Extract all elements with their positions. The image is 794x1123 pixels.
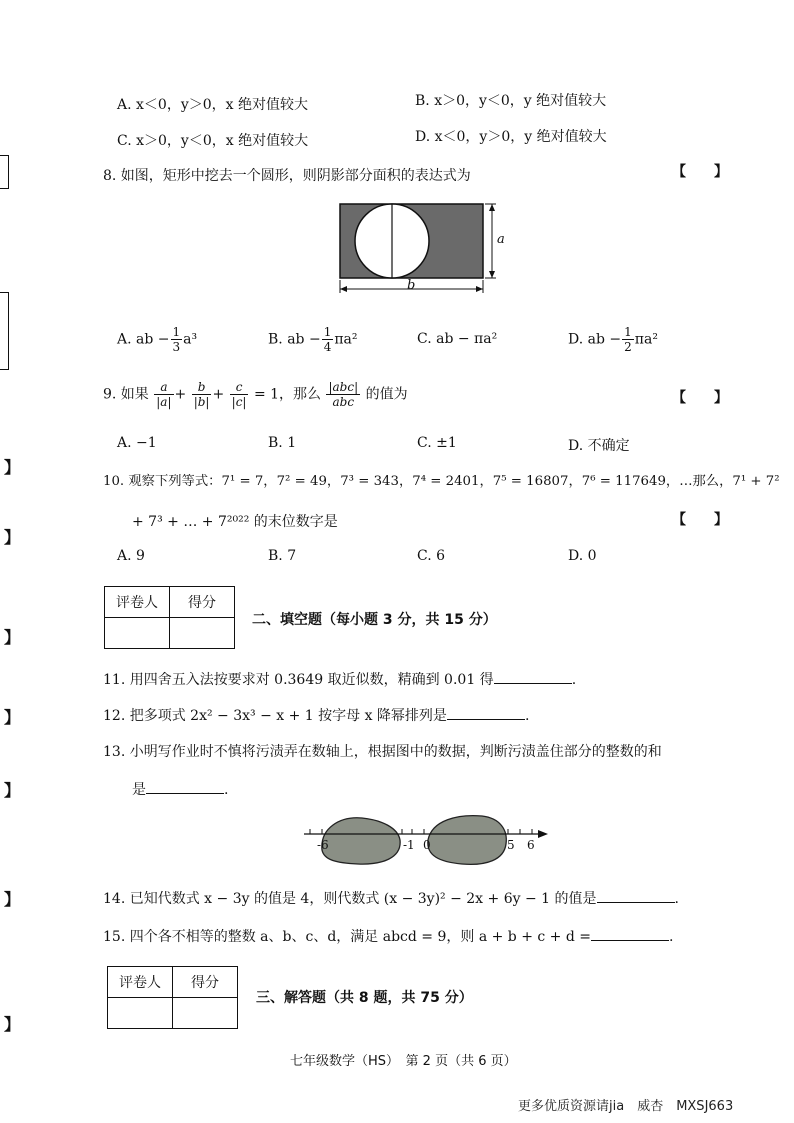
q9-stem: 9. 如果 $\frac{a}{|a|}$ + $\frac{b}{|b|}$ + $\frac{c}{|c|}$ = 1，那么 $\frac{\text{|abc|}}{\text{abc}}$ 的值为 bbox=[103, 380, 408, 409]
margin-bracket-7: 】 bbox=[4, 1015, 21, 1034]
q11-stem: 11. 用四舍五入法按要求对 0.3649 取近似数，精确到 0.01 得 . bbox=[103, 672, 577, 688]
q10-answer-bracket: 【 】 bbox=[672, 512, 728, 528]
reviewer-header: 评卷人 bbox=[105, 587, 170, 618]
score-header: 得分 bbox=[173, 967, 238, 998]
q11-answer-blank[interactable] bbox=[494, 671, 572, 684]
q9-answer-bracket: 【 】 bbox=[672, 390, 728, 406]
q15-stem: 15. 四个各不相等的整数 a、b、c、d，满足 abcd = 9，则 a + b + c + d = . bbox=[103, 929, 674, 945]
q10-option-c: C. 6 bbox=[417, 548, 446, 564]
score-table-section3 bbox=[107, 966, 238, 1029]
q7-option-d: D. x＜0，y＞0，y 绝对值较大 bbox=[415, 129, 607, 145]
margin-box-top bbox=[0, 155, 9, 189]
q13-tick-label: 5 bbox=[507, 838, 515, 852]
q8-label-b: b bbox=[407, 278, 416, 293]
section2-title: 二、填空题（每小题 3 分，共 15 分） bbox=[252, 612, 497, 628]
q13-stain-left bbox=[322, 818, 400, 864]
score-header: 得分 bbox=[170, 587, 235, 618]
score-cell[interactable] bbox=[173, 998, 238, 1029]
q13-stem-line2: 是 . bbox=[132, 782, 229, 798]
q15-answer-blank[interactable] bbox=[591, 928, 669, 941]
page-footer: 七年级数学（HS） 第 2 页（共 6 页） bbox=[290, 1054, 517, 1069]
margin-bracket-6: 】 bbox=[4, 890, 21, 909]
q9-option-d: D. 不确定 bbox=[568, 438, 630, 454]
q8-option-c: C. ab − πa² bbox=[417, 331, 498, 347]
q12-stem: 12. 把多项式 2x² − 3x³ − x + 1 按字母 x 降幂排列是 . bbox=[103, 708, 530, 724]
q14-answer-blank[interactable] bbox=[597, 890, 675, 903]
reviewer-cell[interactable] bbox=[108, 998, 173, 1029]
margin-bracket-4: 】 bbox=[4, 708, 21, 727]
q8-option-d: D. ab − $\frac{1}{2}$ πa² bbox=[568, 325, 658, 354]
q13-axis-arrow bbox=[538, 830, 548, 838]
section3-title: 三、解答题（共 8 题，共 75 分） bbox=[256, 990, 473, 1006]
margin-bracket-5: 】 bbox=[4, 781, 21, 800]
q9-option-a: A. −1 bbox=[117, 435, 157, 451]
q10-stem-line2: + 7³ + … + 7²⁰²² 的末位数字是 bbox=[132, 514, 338, 530]
reviewer-cell[interactable] bbox=[105, 618, 170, 649]
q13-tick-label: -6 bbox=[317, 838, 329, 852]
q7-option-c: C. x＞0，y＜0，x 绝对值较大 bbox=[117, 133, 309, 149]
q8-option-b: B. ab − $\frac{1}{4}$ πa² bbox=[268, 325, 358, 354]
q10-stem-line1: 10. 观察下列等式：7¹ = 7，7² = 49，7³ = 343，7⁴ = 2401，7⁵ = 16807，7⁶ = 117649，…那么，7¹ + 7² bbox=[103, 474, 780, 489]
q9-option-b: B. 1 bbox=[268, 435, 297, 451]
q14-stem: 14. 已知代数式 x − 3y 的值是 4，则代数式 (x − 3y)² − 2x + 6y − 1 的值是 . bbox=[103, 891, 679, 907]
q13-tick-label: -1 bbox=[403, 838, 415, 852]
q10-option-b: B. 7 bbox=[268, 548, 297, 564]
q9-option-c: C. ±1 bbox=[417, 435, 457, 451]
reviewer-header: 评卷人 bbox=[108, 967, 173, 998]
margin-bracket-1: 】 bbox=[4, 458, 21, 477]
q10-option-a: A. 9 bbox=[117, 548, 145, 564]
score-table-section2 bbox=[104, 586, 235, 649]
q8-stem: 8. 如图，矩形中挖去一个圆形，则阴影部分面积的表达式为 bbox=[103, 168, 471, 184]
q8-label-a: a bbox=[497, 232, 505, 247]
q13-tick-label: 6 bbox=[527, 838, 535, 852]
watermark-text: 更多优质资源请jia 威杏 MXSJ663 bbox=[518, 1099, 734, 1114]
margin-box-middle bbox=[0, 292, 9, 370]
q13-stem-line1: 13. 小明写作业时不慎将污渍弄在数轴上，根据图中的数据，判断污渍盖住部分的整数的和 bbox=[103, 744, 662, 760]
q7-option-b: B. x＞0，y＜0，y 绝对值较大 bbox=[415, 93, 607, 109]
q12-answer-blank[interactable] bbox=[447, 707, 525, 720]
q10-option-d: D. 0 bbox=[568, 548, 597, 564]
q8-option-a: A. ab − $\frac{1}{3}$ a³ bbox=[117, 325, 198, 354]
score-cell[interactable] bbox=[170, 618, 235, 649]
q13-stain-right bbox=[428, 816, 506, 865]
margin-bracket-3: 】 bbox=[4, 628, 21, 647]
q13-tick-label: 0 bbox=[423, 838, 431, 852]
q8-figure bbox=[330, 196, 510, 298]
margin-bracket-2: 】 bbox=[4, 528, 21, 547]
q7-option-a: A. x＜0，y＞0，x 绝对值较大 bbox=[117, 97, 308, 113]
q13-answer-blank[interactable] bbox=[146, 781, 224, 794]
q8-answer-bracket: 【 】 bbox=[672, 164, 728, 180]
